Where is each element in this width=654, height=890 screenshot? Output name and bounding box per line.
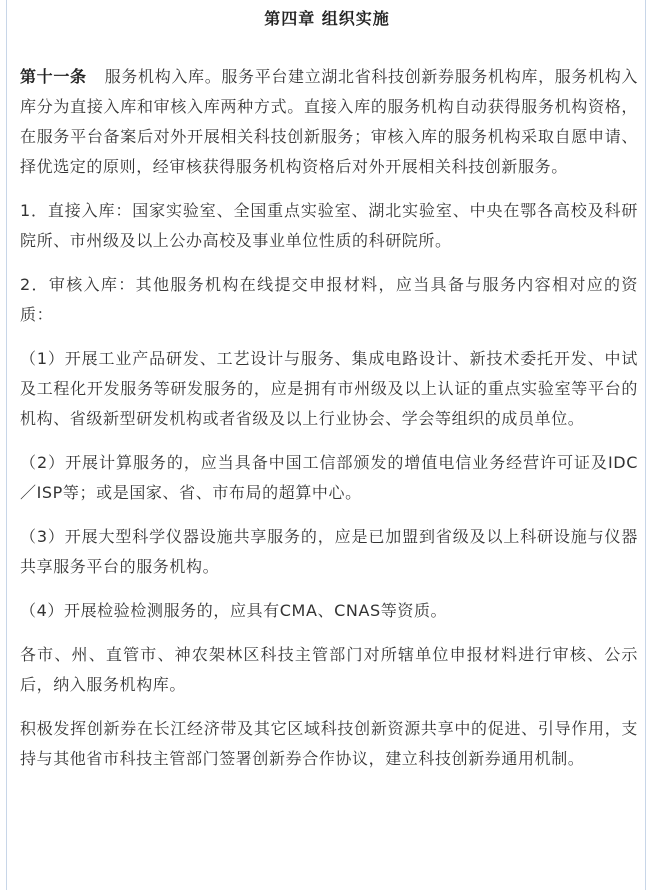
paragraph-item-1: （1）开展工业产品研发、工艺设计与服务、集成电路设计、新技术委托开发、中试及工程化开发服务等研发服务的，应是拥有市州级及以上认证的重点实验室等平台的机构、省级新型研发机构或者省级及以上行业协会、学会等组织的成员单位。 — [20, 349, 638, 428]
paragraph-item-2: （2）开展计算服务的，应当具备中国工信部颁发的增值电信业务经营许可证及IDC／ISP等；或是国家、省、市布局的超算中心。 — [20, 453, 638, 502]
article-paragraph — [20, 62, 638, 182]
paragraph-item-3: （3）开展大型科学仪器设施共享服务的，应是已加盟到省级及以上科研设施与仪器共享服务平台的服务机构。 — [20, 527, 638, 576]
document-body — [20, 62, 638, 788]
paragraph-item-4: （4）开展检验检测服务的，应具有CMA、CNAS等资质。 — [20, 601, 448, 620]
paragraph-review-entry: 2．审核入库：其他服务机构在线提交申报材料，应当具备与服务内容相对应的资质： — [20, 275, 638, 324]
chapter-title: 第四章 组织实施 — [264, 9, 390, 28]
article-text: 服务机构入库。服务平台建立湖北省科技创新券服务机构库，服务机构入库分为直接入库和审核入库两种方式。直接入库的服务机构自动获得服务机构资格，在服务平台备案后对外开展相关科技创新服务；审核入库的服务机构采取自愿申请、择优选定的原则，经审核获得服务机构资格后对外开展相关科技创新服务。 — [20, 67, 639, 176]
paragraph-direct-entry: 1．直接入库：国家实验室、全国重点实验室、湖北实验室、中央在鄂各高校及科研院所、市州级及以上公办高校及事业单位性质的科研院所。 — [20, 201, 638, 250]
paragraph-review-process: 各市、州、直管市、神农架林区科技主管部门对所辖单位申报材料进行审核、公示后，纳入服务机构库。 — [20, 645, 638, 694]
article-label: 第十一条 — [20, 67, 87, 86]
paragraph-cooperation: 积极发挥创新券在长江经济带及其它区域科技创新资源共享中的促进、引导作用，支持与其他省市科技主管部门签署创新券合作协议，建立科技创新券通用机制。 — [20, 719, 638, 768]
